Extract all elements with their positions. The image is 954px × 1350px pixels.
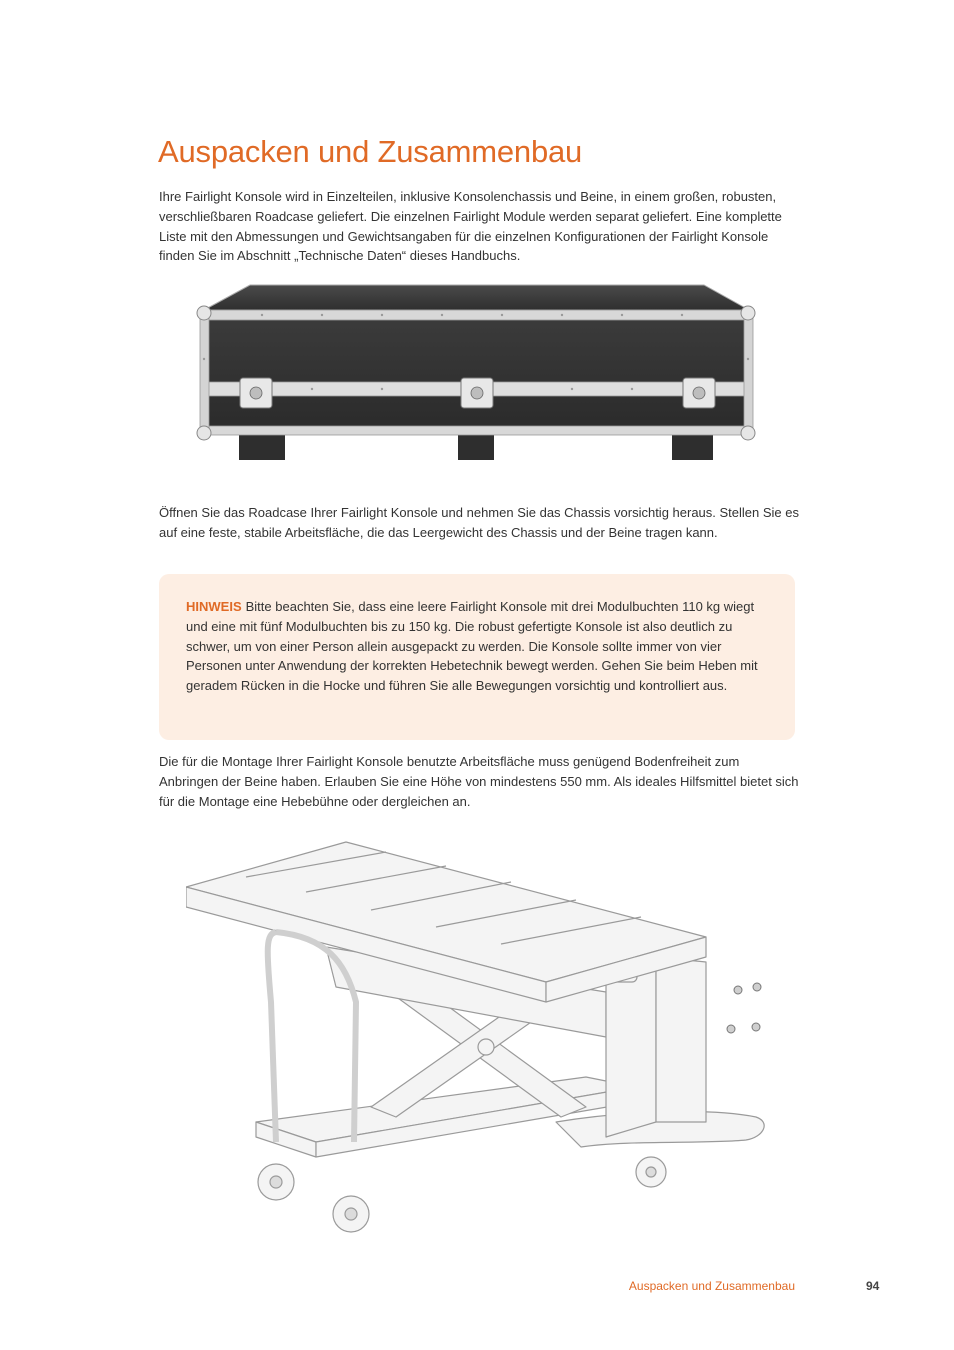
unpack-paragraph: Öffnen Sie das Roadcase Ihrer Fairlight Konsole und nehmen Sie das Chassis vorsichtig heraus. Stellen Sie es auf eine feste, stabile Arbeitsfläche, die das Leergewicht des Chassis und der Beine tragen kann. xyxy=(159,505,800,540)
note-body: Bitte beachten Sie, dass eine leere Fairlight Konsole mit drei Modulbuchten 110 kg wiegt und eine mit fünf Modulbuchten bis zu 150 kg. Die robust gefertigte Konsole ist also deutlich zu schwer, um von einer Person allein ausgepackt zu werden. Die Konsole sollte immer von vier Personen unter Anwendung der korrekten Hebetechnik bewegt werden. Gehen Sie beim Heben mit geradem Rücken in die Hocke und führen Sie alle Bewegungen vorsichtig und kontrolliert aus. xyxy=(186,599,758,694)
roadcase-illustration xyxy=(192,279,760,464)
note-label: HINWEIS xyxy=(186,599,242,614)
assembly-paragraph: Die für die Montage Ihrer Fairlight Konsole benutzte Arbeitsfläche muss genügend Bodenfreiheit zum Anbringen der Beine haben. Erlauben Sie eine Höhe von mindestens 550 mm. Als ideales Hilfsmittel bietet sich für die Montage eine Hebebühne oder dergleichen an. xyxy=(159,754,799,809)
note-text xyxy=(186,597,767,696)
page-title: Auspacken und Zusammenbau xyxy=(158,134,583,169)
intro-paragraph: Ihre Fairlight Konsole wird in Einzelteilen, inklusive Konsolenchassis und Beine, in einem großen, robusten, verschließbaren Roadcase geliefert. Die einzelnen Fairlight Module werden separat geliefert. Eine komplette Liste mit den Abmessungen und Gewichtsangaben für die einzelnen Konfigurationen der Fairlight Konsole finden Sie im Abschnitt „Technische Daten“ dieses Handbuchs. xyxy=(159,189,782,264)
footer-section-title: Auspacken und Zusammenbau xyxy=(628,1279,795,1293)
lift-cart-illustration xyxy=(186,822,776,1242)
page-number: 94 xyxy=(866,1279,880,1293)
note-box xyxy=(159,574,795,740)
